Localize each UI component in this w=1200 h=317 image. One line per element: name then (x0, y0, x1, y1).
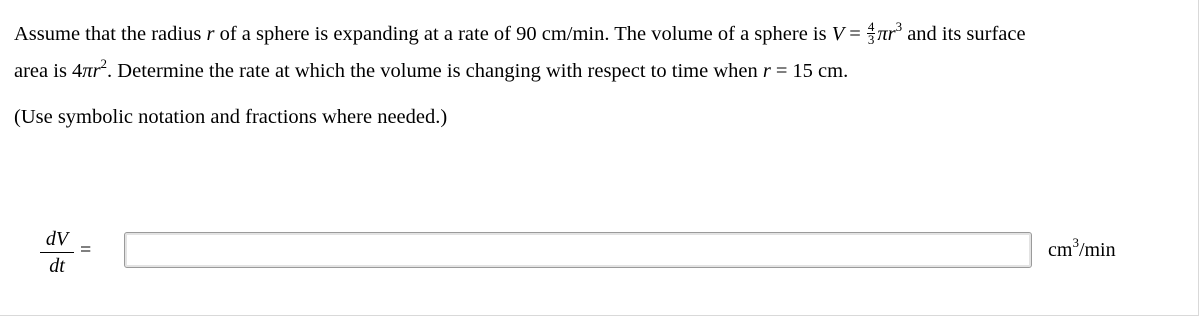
exponent-2: 2 (100, 56, 108, 71)
exponent-3: 3 (895, 19, 903, 34)
variable-r: r (762, 60, 771, 82)
fraction-denominator: 3 (867, 31, 875, 47)
text-segment: Assume that the radius (14, 23, 207, 45)
text-segment: and its surface (902, 23, 1026, 45)
text-segment: 15 cm. (792, 60, 849, 82)
derivative-numerator: dV (40, 226, 74, 253)
problem-statement (14, 16, 1174, 90)
fraction-four-thirds (867, 18, 876, 47)
answer-equals-sign: = (80, 239, 92, 261)
variable-r: r (206, 23, 215, 45)
unit-label (1048, 237, 1116, 263)
equals-sign: = (775, 60, 788, 82)
hint-text: (Use symbolic notation and fractions where needed.) (14, 106, 448, 128)
variable-v: V (831, 23, 845, 45)
unit-base: cm (1048, 239, 1073, 261)
derivative-denominator: dt (49, 255, 65, 277)
text-segment: . Determine the rate at which the volume is changing with respect to time when (107, 60, 763, 82)
pi-r: πr (82, 60, 101, 82)
text-segment: area is 4 (14, 60, 83, 82)
unit-rest: /min (1078, 239, 1116, 261)
equals-sign: = (849, 23, 861, 45)
unit-exponent: 3 (1072, 235, 1079, 250)
pi-r: πr (877, 23, 896, 45)
answer-input[interactable] (124, 232, 1032, 268)
text-segment: of a sphere is expanding at a rate of 90 cm/min. The volume of a sphere is (214, 23, 832, 45)
fraction-numerator: 4 (867, 18, 875, 34)
question-text (14, 16, 1174, 136)
derivative-label (40, 226, 74, 279)
